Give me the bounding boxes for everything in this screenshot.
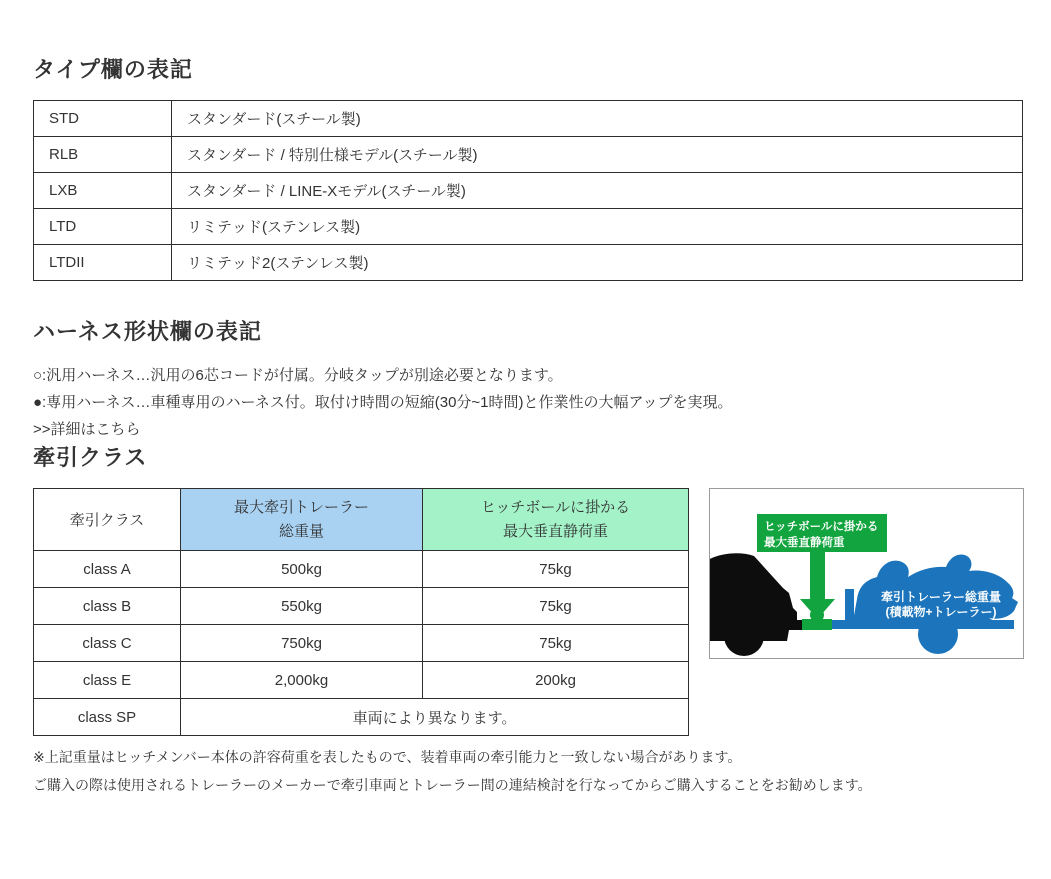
weight-cell: 2,000kg xyxy=(181,662,423,699)
type-desc: リミテッド2(ステンレス製) xyxy=(172,245,1023,281)
class-cell: class B xyxy=(34,588,181,625)
type-code: LTD xyxy=(34,209,172,245)
type-section-heading: タイプ欄の表記 xyxy=(33,57,193,82)
table-row xyxy=(34,551,689,588)
car-silhouette-icon xyxy=(710,553,807,656)
hitch-load-label-line2: 最大垂直静荷重 xyxy=(764,537,845,549)
header-weight-line1: 最大牽引トレーラー xyxy=(233,498,369,516)
table-row xyxy=(34,209,1023,245)
sp-value-cell: 車両により異なります。 xyxy=(181,699,689,736)
table-row xyxy=(34,699,689,736)
type-code: RLB xyxy=(34,137,172,173)
table-row xyxy=(34,662,689,699)
table-row xyxy=(34,245,1023,281)
harness-section-heading: ハーネス形状欄の表記 xyxy=(33,319,262,344)
type-desc: スタンダード / LINE-Xモデル(スチール製) xyxy=(172,173,1023,209)
type-desc: スタンダード / 特別仕様モデル(スチール製) xyxy=(172,137,1023,173)
table-row xyxy=(34,588,689,625)
harness-generic-line: ○:汎用ハーネス…汎用の6芯コードが付属。分岐タップが別途必要となります。 xyxy=(33,367,563,384)
note-allowable-load: ※上記重量はヒッチメンバー本体の許容荷重を表したもので、装着車両の牽引能力と一致しない場合があります。 xyxy=(33,749,742,765)
class-cell: class SP xyxy=(34,699,181,736)
down-arrow-stem xyxy=(810,552,825,599)
type-code: STD xyxy=(34,101,172,137)
towing-diagram xyxy=(709,488,1024,659)
weight-cell: 500kg xyxy=(181,551,423,588)
class-cell: class C xyxy=(34,625,181,662)
table-row xyxy=(34,173,1023,209)
table-header-row xyxy=(34,489,689,551)
table-row xyxy=(34,625,689,662)
load-cell: 75kg xyxy=(423,588,689,625)
towing-diagram-svg xyxy=(710,489,1023,658)
table-row xyxy=(34,101,1023,137)
trailer-with-jetski-icon xyxy=(832,554,1018,654)
class-cell: class E xyxy=(34,662,181,699)
type-code: LTDII xyxy=(34,245,172,281)
load-cell: 75kg xyxy=(423,551,689,588)
load-cell: 75kg xyxy=(423,625,689,662)
header-load-line2: 最大垂直静荷重 xyxy=(502,522,608,540)
footer-notes xyxy=(33,743,1024,799)
type-desc: リミテッド(ステンレス製) xyxy=(172,209,1023,245)
weight-cell: 750kg xyxy=(181,625,423,662)
trailer-weight-label-line1: 牽引トレーラー総重量 xyxy=(880,590,1002,604)
detail-link[interactable]: >>詳細はこちら xyxy=(33,421,141,438)
hitch-load-label-line1: ヒッチボールに掛かる xyxy=(764,521,879,533)
harness-description xyxy=(33,362,1024,443)
header-load-line1: ヒッチボールに掛かる xyxy=(480,498,631,516)
header-max-trailer-weight xyxy=(181,489,423,551)
trailer-weight-label-line2: (積載物+トレーラー) xyxy=(885,605,997,619)
type-table xyxy=(33,100,1023,281)
type-code: LXB xyxy=(34,173,172,209)
class-cell: class A xyxy=(34,551,181,588)
weight-cell: 550kg xyxy=(181,588,423,625)
type-desc: スタンダード(スチール製) xyxy=(172,101,1023,137)
towing-row xyxy=(33,488,1024,736)
hitch-ball-icon xyxy=(810,608,824,622)
header-weight-line2: 総重量 xyxy=(278,522,324,540)
header-max-vertical-load xyxy=(423,489,689,551)
towing-section-heading: 牽引クラス xyxy=(33,445,148,470)
load-cell: 200kg xyxy=(423,662,689,699)
note-purchase-advice: ご購入の際は使用されるトレーラーのメーカーで牽引車両とトレーラー間の連結検討を行なってからご購入することをお勧めします。 xyxy=(33,777,872,793)
header-towing-class: 牽引クラス xyxy=(34,489,181,551)
harness-dedicated-line: ●:専用ハーネス…車種専用のハーネス付。取付け時間の短縮(30分~1時間)と作業性の大幅アップを実現。 xyxy=(33,394,733,411)
towing-class-table xyxy=(33,488,689,736)
table-row xyxy=(34,137,1023,173)
